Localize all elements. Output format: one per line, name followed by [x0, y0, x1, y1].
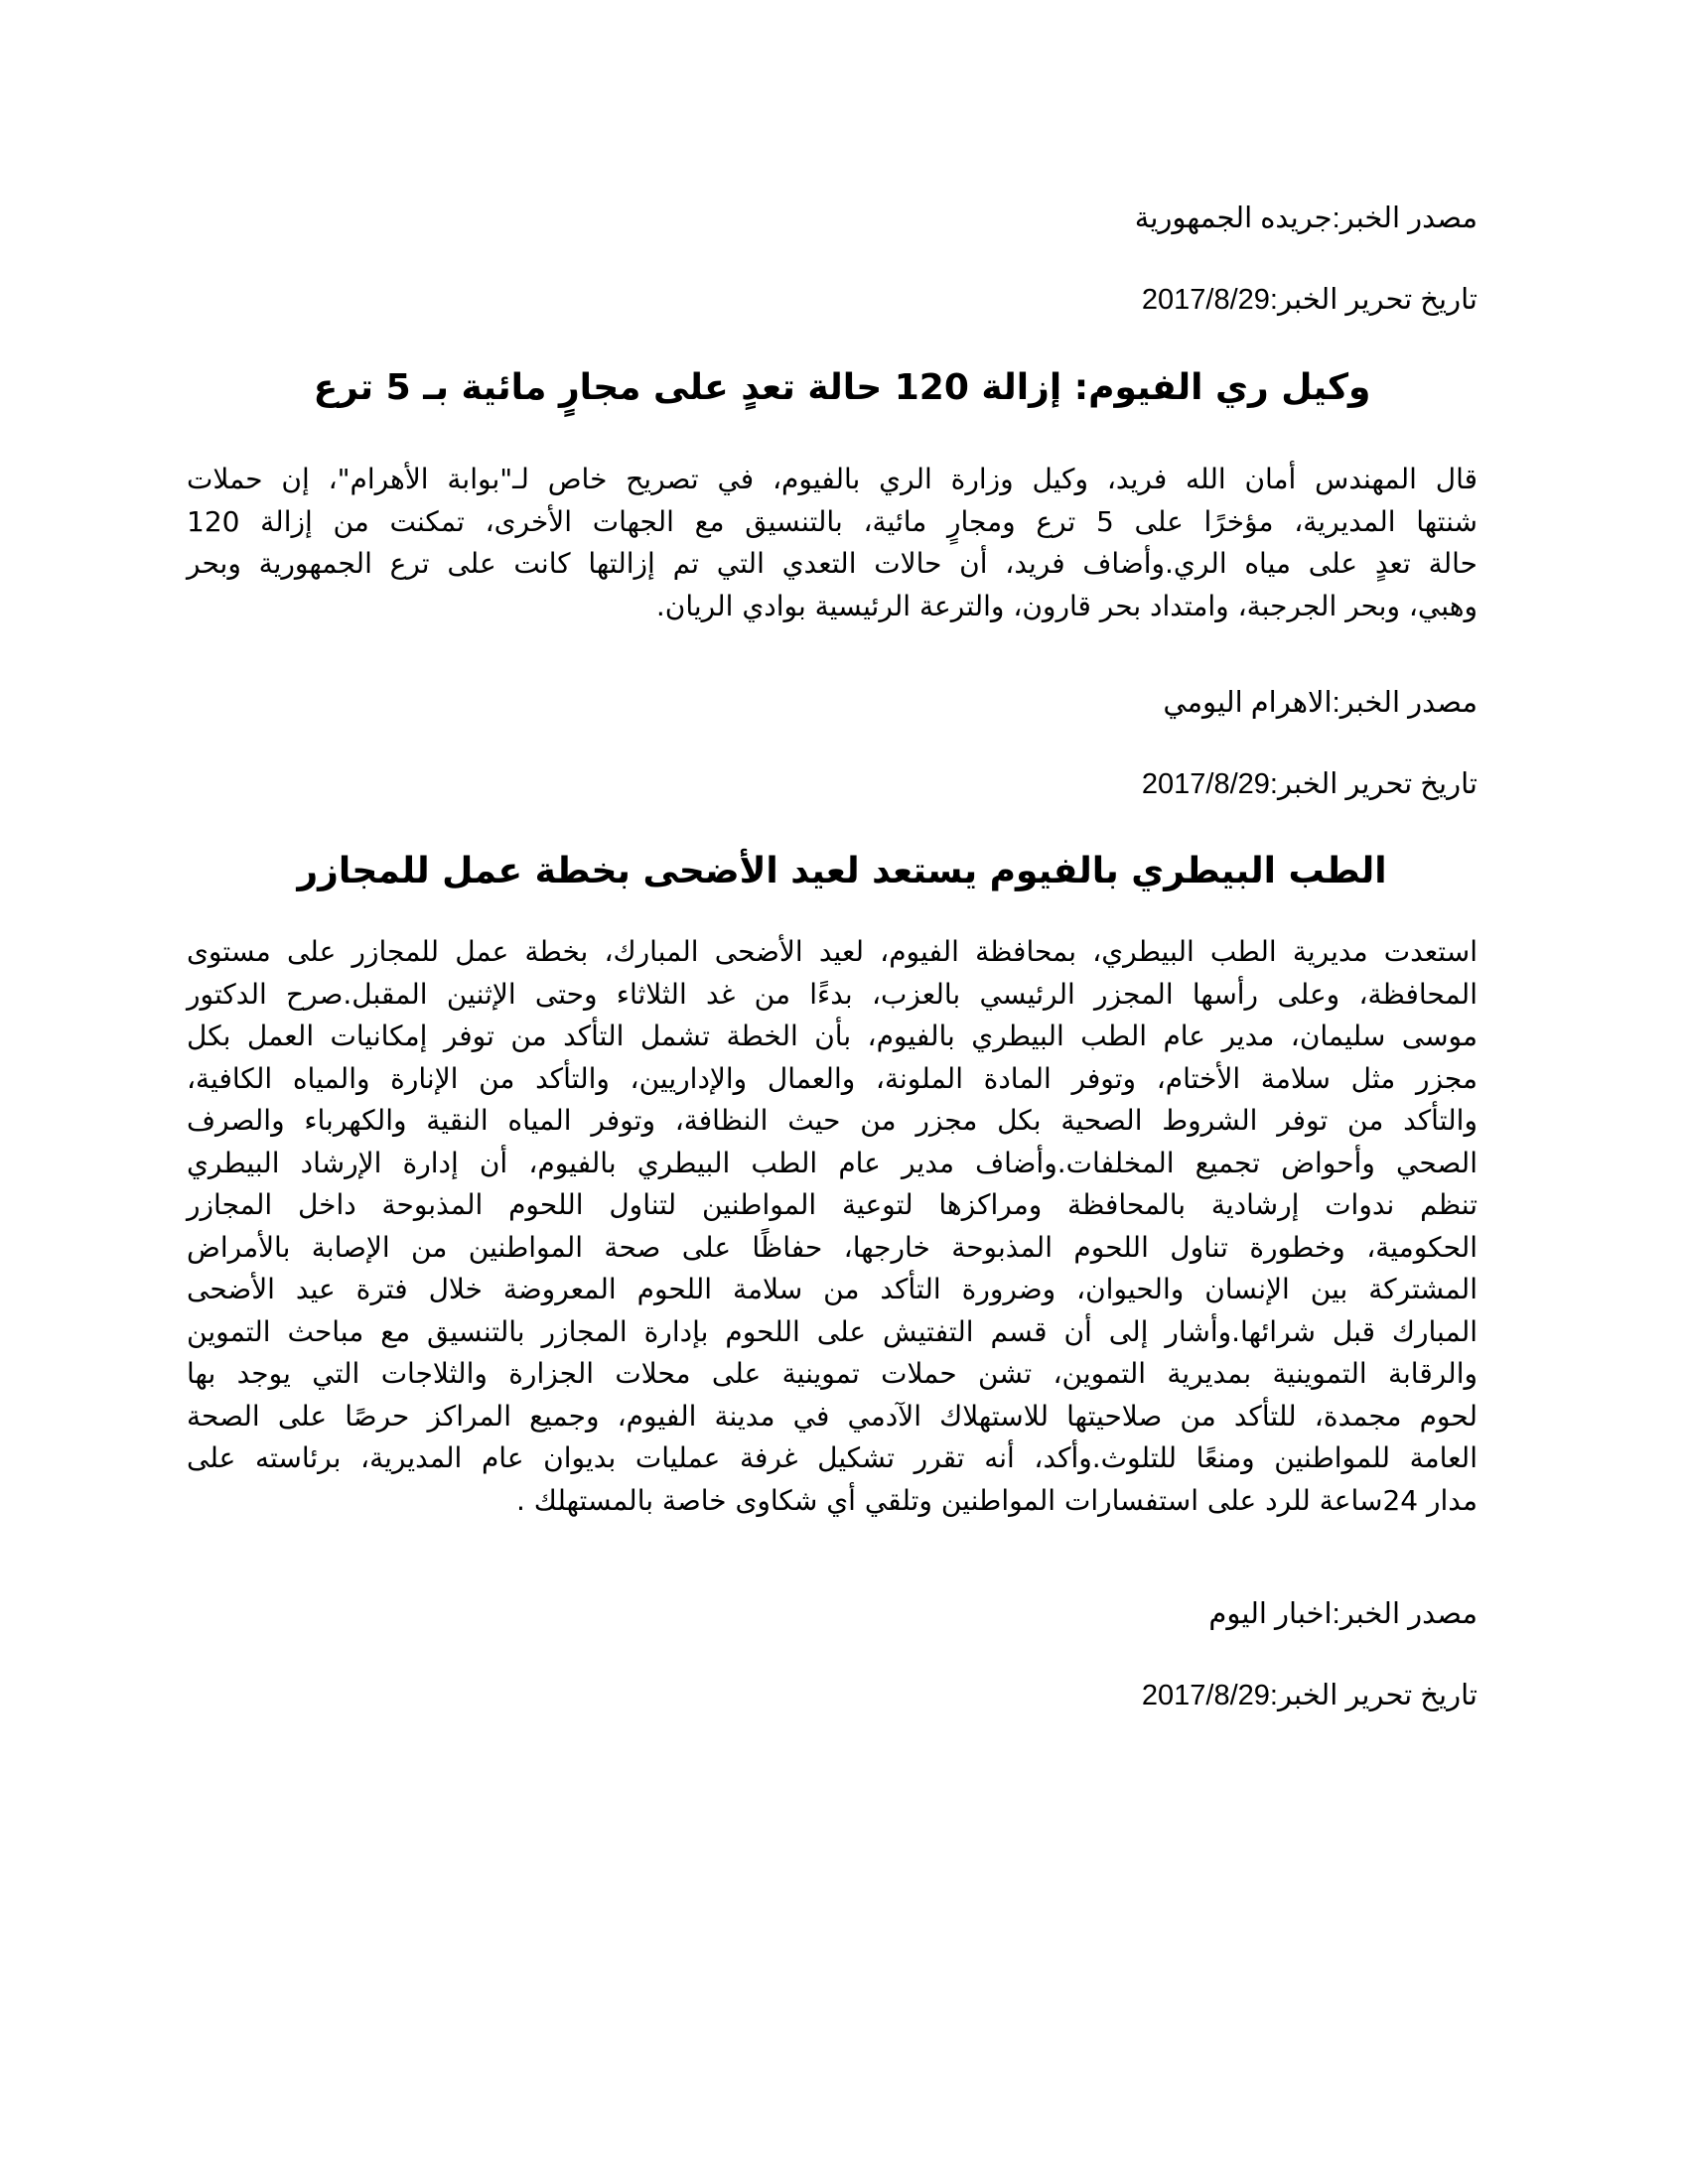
body-line: مجزر مثل سلامة الأختام، وتوفر المادة الملونة، والعمال والإداريين، والتأكد من الإنارة والمياه الكافية، — [187, 1061, 1477, 1095]
body-line: والتأكد من توفر الشروط الصحية بكل مجزر من حيث النظافة، وتوفر المياه النقية والكهرباء والصرف — [187, 1104, 1477, 1137]
body-line: وهبي، وبحر الجرجبة، وامتداد بحر قارون، والترعة الرئيسية بوادي الريان. — [655, 589, 1477, 622]
body-line: حالة تعدٍ على مياه الري.وأضاف فريد، أن حالات التعدي التي تم إزالتها كانت على ترع الجمهورية وبحر — [187, 547, 1477, 580]
article-headline: وكيل ري الفيوم: إزالة 120 حالة تعدٍ على مجارٍ مائية بـ 5 ترع — [313, 367, 1371, 408]
body-line: استعدت مديرية الطب البيطري، بمحافظة الفيوم، لعيد الأضحى المبارك، بخطة عمل للمجازر على مستوى — [187, 935, 1477, 968]
article-body — [187, 459, 1477, 627]
body-line: لحوم مجمدة، للتأكد من صلاحيتها للاستهلاك الآدمي في مدينة الفيوم، وجميع المراكز حرصًا على الصحة — [187, 1399, 1477, 1433]
body-line: والرقابة التموينية بمديرية التموين، تشن حملات تموينية على محلات الجزارة والثلاجات التي يوجد بها — [187, 1357, 1477, 1390]
news-date-label: تاريخ تحرير الخبر:2017/8/29 — [1141, 768, 1477, 800]
article-headline: الطب البيطري بالفيوم يستعد لعيد الأضحى بخطة عمل للمجازر — [297, 851, 1387, 891]
body-line: قال المهندس أمان الله فريد، وكيل وزارة الري بالفيوم، في تصريح خاص لـ"بوابة الأهرام"، إن حملات — [187, 463, 1477, 495]
news-source-label: مصدر الخبر:اخبار اليوم — [1208, 1598, 1477, 1630]
body-line: المحافظة، وعلى رأسها المجزر الرئيسي بالعزب، بدءًا من غد الثلاثاء وحتى الإثنين المقبل.صرح الدكتور — [187, 977, 1477, 1011]
body-line: المشتركة بين الإنسان والحيوان، وضرورة التأكد من سلامة اللحوم المعروضة خلال فترة عيد الأضحى — [187, 1273, 1477, 1305]
article-body — [187, 931, 1477, 1522]
body-line: شنتها المديرية، مؤخرًا على 5 ترع ومجارٍ مائية، بالتنسيق مع الجهات الأخرى، تمكنت من إزالة 120 — [187, 504, 1478, 538]
body-line: الحكومية، وخطورة تناول اللحوم المذبوحة خارجها، حفاظًا على صحة المواطنين من الإصابة بالأمراض — [187, 1230, 1477, 1264]
news-date-label: تاريخ تحرير الخبر:2017/8/29 — [1141, 1680, 1477, 1711]
body-line: موسى سليمان، مدير عام الطب البيطري بالفيوم، بأن الخطة تشمل التأكد من توفر إمكانيات العمل بكل — [187, 1020, 1477, 1052]
body-line: مدار 24ساعة للرد على استفسارات المواطنين وتلقي أي شكاوى خاصة بالمستهلك . — [515, 1483, 1477, 1517]
body-line: تنظم ندوات إرشادية بالمحافظة ومراكزها لتوعية المواطنين لتناول اللحوم المذبوحة داخل المجازر — [187, 1188, 1477, 1221]
news-source-label: مصدر الخبر:الاهرام اليومي — [1163, 687, 1477, 719]
news-date-label: تاريخ تحرير الخبر:2017/8/29 — [1141, 284, 1477, 316]
body-line: الصحي وأحواض تجميع المخلفات.وأضاف مدير عام الطب البيطري بالفيوم، أن إدارة الإرشاد البيطري — [187, 1146, 1477, 1179]
body-line: العامة للمواطنين ومنعًا للتلوث.وأكد، أنه تقرر تشكيل غرفة عمليات بديوان عام المديرية، برئاسته على — [187, 1441, 1477, 1474]
body-line: المبارك قبل شرائها.وأشار إلى أن قسم التفتيش على اللحوم بإدارة المجازر بالتنسيق مع مباحث التموين — [187, 1314, 1477, 1348]
news-source-label: مصدر الخبر:جريده الجمهورية — [1134, 203, 1477, 234]
